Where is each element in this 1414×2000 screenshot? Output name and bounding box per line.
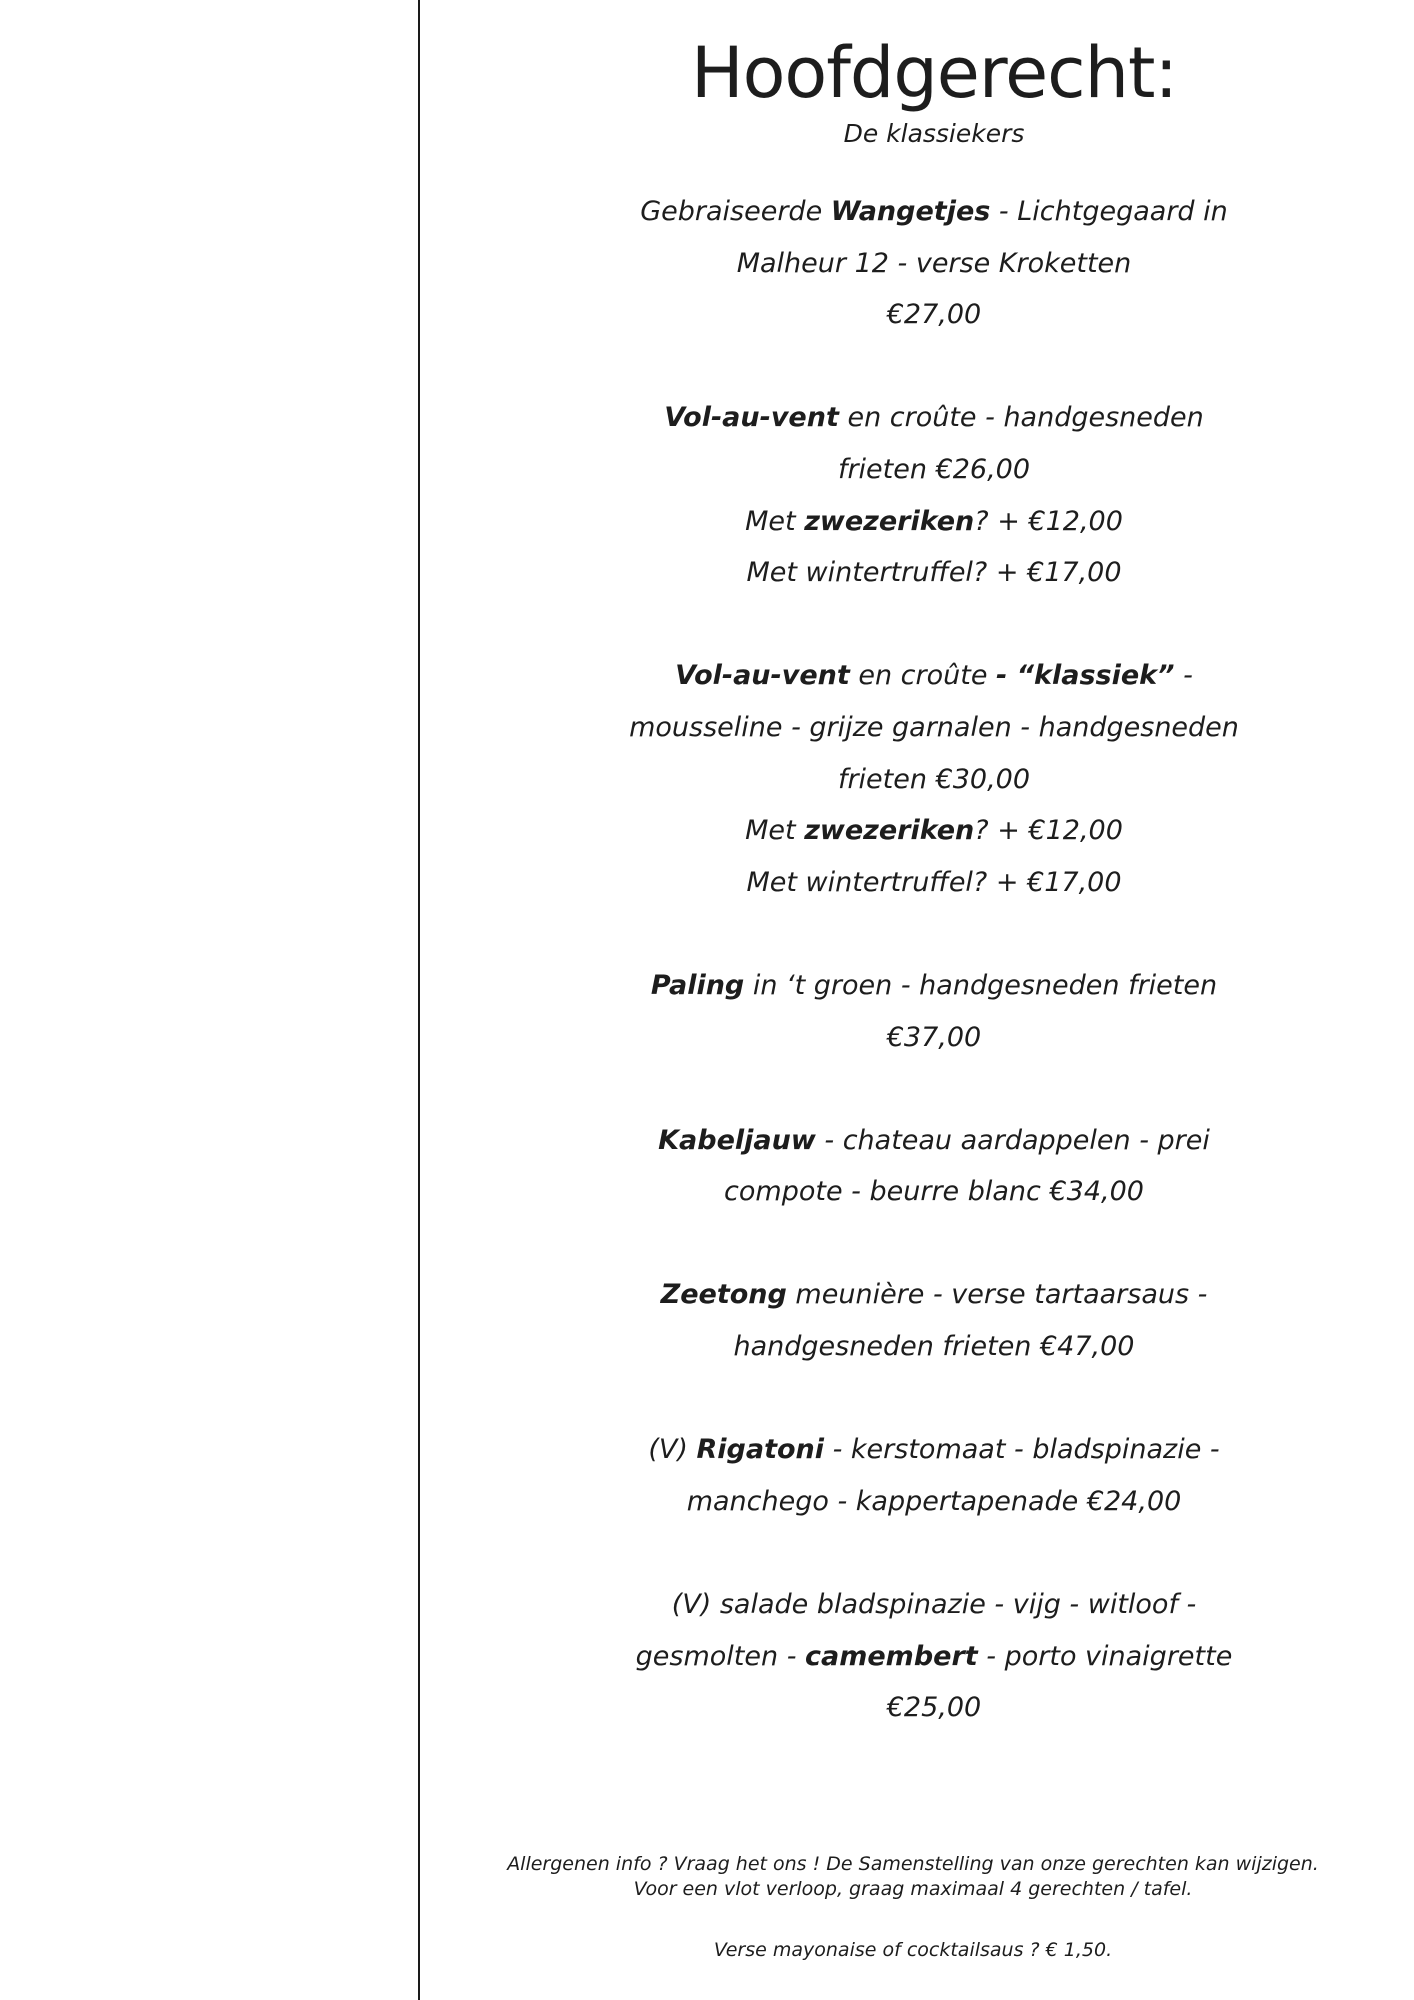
item-line: mousseline - grijze garnalen - handgesneden (629, 711, 1239, 743)
table-limit-note: Voor een vlot verloop, graag maximaal 4 gerechten / tafel. (633, 1878, 1193, 1900)
item-line: Paling in ‘t groen - handgesneden frieten (650, 969, 1218, 1001)
item-line: (V) salade bladspinazie - vijg - witloof - (671, 1589, 1197, 1621)
menu-item-paling (536, 960, 1332, 1063)
item-price: €37,00 (886, 1021, 982, 1053)
page-title: Hoofdgerecht: (690, 32, 1178, 114)
item-line: Kabeljauw - chateau aardappelen - prei (658, 1124, 1210, 1156)
vertical-divider-line (418, 0, 420, 2000)
item-price: €25,00 (886, 1692, 982, 1724)
menu-list (536, 186, 1332, 1785)
menu-item-vol-au-vent-klassiek (536, 650, 1332, 908)
menu-item-rigatoni (536, 1424, 1332, 1527)
item-option: Met zwezeriken? + €12,00 (745, 505, 1123, 537)
footer-spacer (448, 1902, 1378, 1938)
footer-notes (448, 1852, 1378, 1963)
item-line: manchego - kappertapenade €24,00 (686, 1485, 1182, 1517)
item-option: Met wintertruffel? + €17,00 (746, 866, 1122, 898)
item-line: frieten €26,00 (837, 453, 1031, 485)
item-line: compote - beurre blanc €34,00 (724, 1176, 1144, 1208)
page-subtitle: De klassiekers (843, 119, 1025, 148)
item-option: Met zwezeriken? + €12,00 (745, 815, 1123, 847)
item-line: Vol-au-vent en croûte - handgesneden (664, 402, 1204, 434)
allergen-note: Allergenen info ? Vraag het ons ! De Samenstelling van onze gerechten kan wijzigen. (507, 1853, 1319, 1875)
item-line: handgesneden frieten €47,00 (733, 1331, 1135, 1363)
menu-item-kabeljauw (536, 1115, 1332, 1218)
item-line: gesmolten - camembert - porto vinaigrette (635, 1640, 1233, 1672)
menu-item-zeetong (536, 1269, 1332, 1372)
menu-item-wangetjes (536, 186, 1332, 341)
item-line: (V) Rigatoni - kerstomaat - bladspinazie - (648, 1434, 1220, 1466)
menu-item-vol-au-vent (536, 392, 1332, 598)
item-line: frieten €30,00 (837, 763, 1031, 795)
item-line: Gebraiseerde Wangetjes - Lichtgegaard in (640, 196, 1228, 227)
item-line: Vol-au-vent en croûte - “klassiek” - (675, 660, 1193, 692)
item-line: Zeetong meunière - verse tartaarsaus - (660, 1279, 1208, 1311)
sauce-note: Verse mayonaise of cocktailsaus ? € 1,50. (713, 1939, 1113, 1961)
item-option: Met wintertruffel? + €17,00 (746, 557, 1122, 589)
item-price: €27,00 (886, 299, 982, 331)
item-line: Malheur 12 - verse Kroketten (736, 247, 1132, 279)
menu-item-salade (536, 1579, 1332, 1734)
